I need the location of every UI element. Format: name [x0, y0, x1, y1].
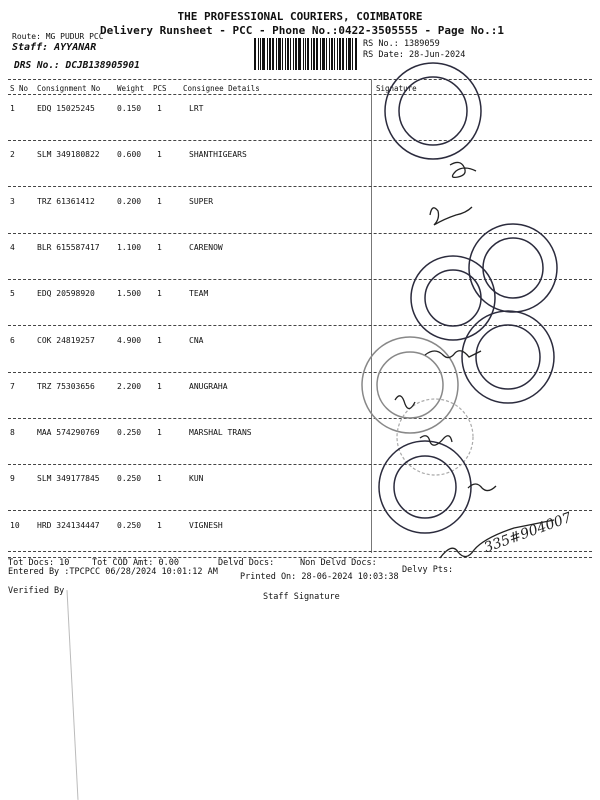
- signature-column-divider: [371, 80, 372, 553]
- row-pcs: 1: [157, 104, 162, 113]
- barcode-bar: [269, 38, 271, 70]
- row-consignment-no: EDQ 20598920: [37, 289, 95, 299]
- folding-crease: [67, 590, 79, 800]
- delivered-docs: Delvd Docs:: [218, 558, 275, 568]
- rs-number: RS No.: 1389059: [363, 39, 440, 49]
- row-consignee: CARENOW: [189, 242, 223, 252]
- circular-seal-icon: [379, 441, 471, 533]
- row-sno: 4: [10, 242, 15, 252]
- row-consignee: MARSHAL TRANS: [189, 428, 252, 438]
- row-sno: 2: [10, 150, 15, 160]
- row-divider: [8, 325, 592, 326]
- row-consignment-no: SLM 349180822: [37, 150, 100, 160]
- barcode-bar: [267, 38, 268, 70]
- company-name: THE PROFESSIONAL COURIERS, COIMBATORE: [177, 10, 423, 23]
- barcode-bar: [311, 38, 312, 70]
- tot-docs: Tot Docs: 10: [8, 558, 70, 568]
- tot-cod-amount: Tot COD Amt: 0.00: [92, 558, 179, 568]
- barcode-bar: [262, 38, 265, 70]
- barcode-bar: [260, 38, 261, 70]
- route-label: Route: MG PUDUR PCC: [12, 32, 104, 41]
- row-consignment-no: TRZ 61361412: [37, 196, 95, 206]
- handwritten-signature-icon: [395, 162, 554, 558]
- row-sno: 8: [10, 428, 15, 438]
- entered-by: Entered By :TPCPCC 06/28/2024 10:01:12 AM: [8, 567, 218, 577]
- row-sno: 5: [10, 289, 15, 299]
- row-divider: [8, 186, 592, 187]
- col-header-signature: Signature: [376, 84, 417, 93]
- barcode-bar: [320, 38, 321, 70]
- row-consignment-no: COK 24819257: [37, 335, 95, 345]
- circular-seal-icon: [385, 63, 481, 159]
- row-weight: 1.100: [117, 242, 142, 252]
- col-header-sno: S No: [10, 84, 29, 93]
- barcode-bar: [331, 38, 333, 70]
- row-consignee: SUPER: [189, 196, 214, 206]
- barcode-bar: [355, 38, 357, 70]
- verified-by-label: Verified By: [8, 586, 65, 596]
- row-divider: [8, 372, 592, 373]
- barcode-bar: [329, 38, 330, 70]
- col-header-weight: Weight: [117, 84, 145, 93]
- row-consignment-no: TRZ 75303656: [37, 381, 95, 391]
- row-weight: 0.200: [117, 196, 142, 206]
- barcode-bar: [303, 38, 304, 70]
- non-delivered-docs: Non Delvd Docs:: [300, 558, 377, 568]
- row-consignment-no: MAA 574290769: [37, 428, 100, 438]
- barcode-bar: [352, 38, 353, 70]
- row-sno: 3: [10, 196, 15, 206]
- barcode-bar: [290, 38, 291, 70]
- barcode-bar: [285, 38, 286, 70]
- row-consignment-no: SLM 349177845: [37, 474, 100, 484]
- row-consignment-no: HRD 324134447: [37, 520, 100, 530]
- barcode-bar: [326, 38, 327, 70]
- barcode-bar: [293, 38, 294, 70]
- barcode-bar: [348, 38, 351, 70]
- row-consignee: VIGNESH: [189, 520, 223, 530]
- row-consignee: ANUGRAHA: [189, 381, 228, 391]
- row-weight: 0.600: [117, 150, 142, 160]
- barcode-bar: [337, 38, 338, 70]
- runsheet-title: Delivery Runsheet - PCC - Phone No.:0422-3505555 - Page No.:1: [100, 24, 504, 37]
- delivery-points: Delvy Pts:: [402, 565, 454, 575]
- barcode-bar: [278, 38, 281, 70]
- staff-signature-label: Staff Signature: [263, 592, 340, 602]
- barcode-bar: [305, 38, 306, 70]
- row-weight: 2.200: [117, 381, 142, 391]
- row-sno: 9: [10, 474, 15, 484]
- printed-on: Printed On: 28-06-2024 10:03:38: [240, 572, 399, 582]
- footer-divider: [8, 551, 592, 552]
- row-weight: 0.250: [117, 428, 142, 438]
- barcode-bar: [276, 38, 277, 70]
- row-consignee: CNA: [189, 335, 204, 345]
- row-pcs: 1: [157, 474, 162, 484]
- barcode-bar: [322, 38, 325, 70]
- row-consignment-no: BLR 615587417: [37, 242, 100, 252]
- barcode-bar: [334, 38, 335, 70]
- barcode-bar: [272, 38, 274, 70]
- barcode-bar: [339, 38, 341, 70]
- row-divider: [8, 233, 592, 234]
- row-consignee: SHANTHIGEARS: [189, 150, 247, 160]
- col-header-consignee: Consignee Details: [183, 84, 260, 93]
- barcode-bar: [258, 38, 259, 70]
- row-pcs: 1: [157, 196, 162, 206]
- circular-seal-icon: [411, 256, 495, 340]
- barcode-bar: [342, 38, 344, 70]
- row-sno: 7: [10, 381, 15, 391]
- table-top-divider: [8, 79, 592, 80]
- row-divider: [8, 510, 592, 511]
- barcode-bar: [316, 38, 318, 70]
- col-header-consignment: Consignment No: [37, 84, 101, 93]
- barcode-bar: [346, 38, 347, 70]
- row-weight: 0.250: [117, 474, 142, 484]
- barcode-bar: [307, 38, 309, 70]
- row-consignment-no: EDQ 15025245: [37, 104, 95, 113]
- rs-date: RS Date: 28-Jun-2024: [363, 50, 466, 60]
- col-header-pcs: PCS: [153, 84, 167, 93]
- row-divider: [8, 464, 592, 465]
- row-weight: 0.250: [117, 520, 142, 530]
- row-sno: 6: [10, 335, 15, 345]
- drs-number: DRS No.: DCJB138905901: [14, 60, 140, 71]
- row-pcs: 1: [157, 428, 162, 438]
- row-pcs: 1: [157, 242, 162, 252]
- barcode-bar: [295, 38, 297, 70]
- row-sno: 10: [10, 520, 20, 530]
- row-pcs: 1: [157, 289, 162, 299]
- barcode-bar: [254, 38, 256, 70]
- row-weight: 4.900: [117, 335, 142, 345]
- row-pcs: 1: [157, 335, 162, 345]
- circular-seal-icon: [469, 224, 557, 312]
- handwritten-note: 335#904007: [482, 509, 574, 557]
- table-header-divider: [8, 94, 592, 95]
- row-pcs: 1: [157, 520, 162, 530]
- row-weight: 0.150: [117, 104, 142, 113]
- barcode-bar: [287, 38, 289, 70]
- row-consignee: KUN: [189, 474, 204, 484]
- barcode-bar: [298, 38, 301, 70]
- row-pcs: 1: [157, 150, 162, 160]
- barcode: [254, 38, 358, 70]
- row-divider: [8, 279, 592, 280]
- row-sno: 1: [10, 104, 15, 113]
- row-divider: [8, 140, 592, 141]
- barcode-bar: [313, 38, 315, 70]
- barcode-bar: [282, 38, 283, 70]
- staff-label: Staff: AYYANAR: [12, 42, 97, 53]
- row-consignee: LRT: [189, 104, 204, 113]
- row-consignee: TEAM: [189, 289, 209, 299]
- row-pcs: 1: [157, 381, 162, 391]
- row-weight: 1.500: [117, 289, 142, 299]
- row-divider: [8, 418, 592, 419]
